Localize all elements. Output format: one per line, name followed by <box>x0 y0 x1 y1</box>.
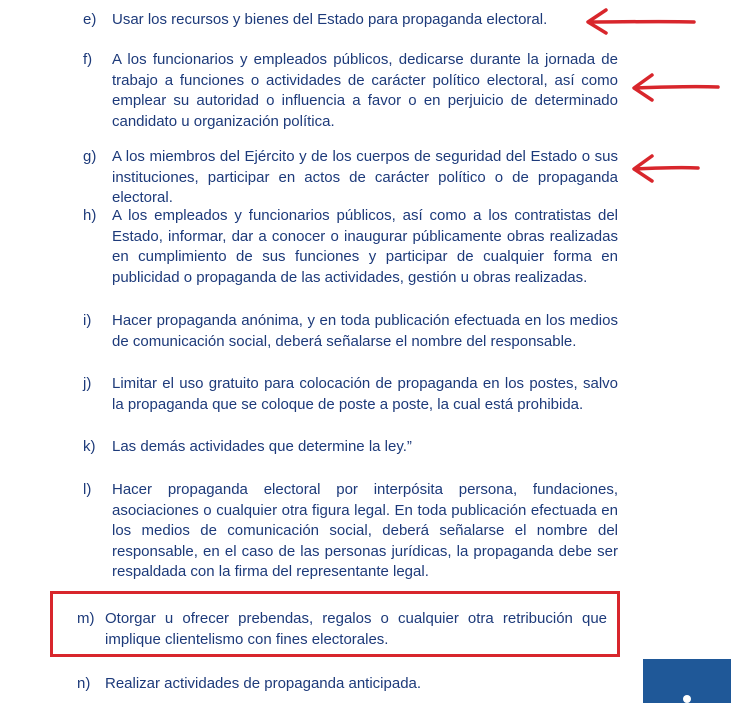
item-letter: h) <box>83 207 97 224</box>
item-text: A los empleados y funcionarios públicos, así como a los contratistas del Estado, informar, dar a conocer o inaugurar públicamente obras realizadas en cumplimiento de sus funciones y participar de cualquier forma en publicidad o propaganda de las actividades, gestión u obras realizadas. <box>112 207 618 286</box>
item-text: A los miembros del Ejército y de los cuerpos de seguridad del Estado o sus instituciones, participar en actos de carácter político o de propaganda electoral. <box>112 148 618 207</box>
item-letter: e) <box>83 11 97 28</box>
item-text: Realizar actividades de propaganda anticipada. <box>105 675 422 692</box>
item-letter: g) <box>83 148 97 165</box>
item-text: Hacer propaganda electoral por interpósita persona, fundaciones, asociaciones o cualquier otra figura legal. En toda publicación efectuada en los medios de comunicación social, deberá señalarse el nombre del responsable, en el caso de las personas jurídicas, la propaganda debe ser respaldada con la firma del representante legal. <box>112 481 618 581</box>
corner-dot <box>683 695 691 703</box>
item-letter: l) <box>83 481 92 498</box>
arrow-left-icon <box>582 6 698 36</box>
item-letter: k) <box>83 438 96 455</box>
arrow-left-icon <box>628 152 702 184</box>
item-text: Usar los recursos y bienes del Estado para propaganda electoral. <box>112 11 548 28</box>
item-letter: n) <box>77 675 91 692</box>
item-letter: j) <box>83 375 92 392</box>
item-text: A los funcionarios y empleados públicos, dedicarse durante la jornada de trabajo a funciones o actividades de carácter político electoral, así como emplear su autoridad o influencia a favor o en perjuicio de determinado candidato u organización política. <box>112 51 618 130</box>
item-text: Otorgar u ofrecer prebendas, regalos o cualquier otra retribución que implique clientelismo con fines electorales. <box>105 610 607 648</box>
item-text: Hacer propaganda anónima, y en toda publicación efectuada en los medios de comunicación social, deberá señalarse el nombre del responsable. <box>112 312 618 350</box>
arrow-left-icon <box>628 71 722 103</box>
item-letter: f) <box>83 51 93 68</box>
item-letter: m) <box>77 610 95 627</box>
item-text: Limitar el uso gratuito para colocación de propaganda en los postes, salvo la propaganda que se coloque de poste a poste, la cual está prohibida. <box>112 375 618 413</box>
item-letter: i) <box>83 312 92 329</box>
item-text: Las demás actividades que determine la ley.” <box>112 438 412 455</box>
